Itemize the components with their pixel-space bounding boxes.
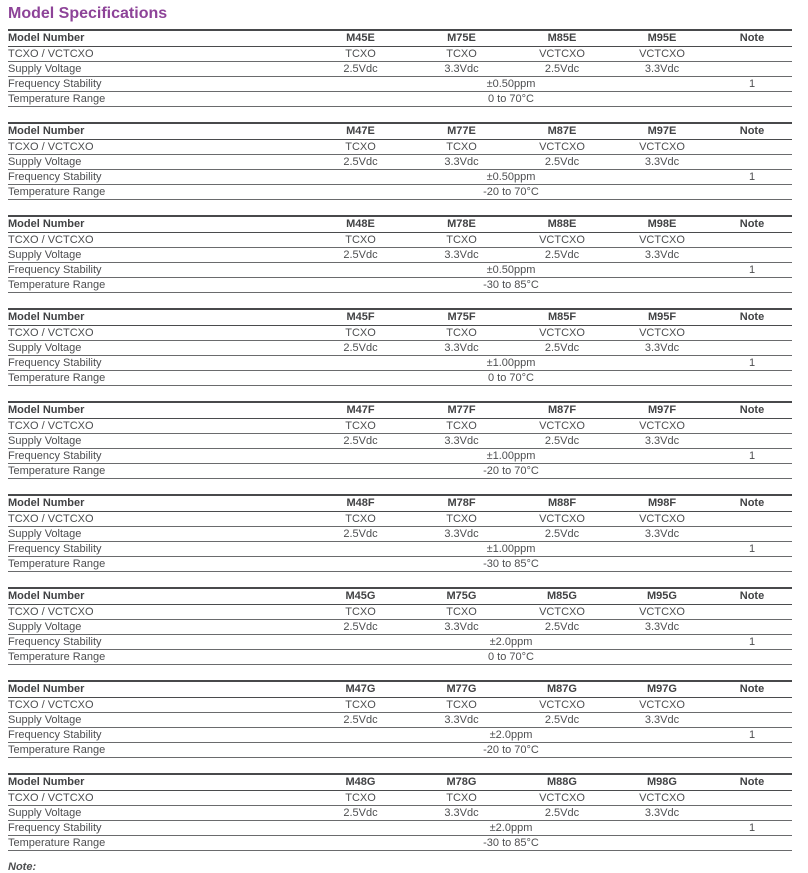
voltage-value: 3.3Vdc — [411, 248, 512, 263]
table-row — [8, 557, 792, 572]
note-cell-empty — [712, 434, 792, 449]
type-value: VCTCXO — [512, 512, 612, 527]
type-value: TCXO — [310, 47, 411, 62]
table-row — [8, 77, 792, 92]
page-title: Model Specifications — [8, 5, 168, 22]
note-cell-empty — [712, 464, 792, 479]
table-row — [8, 620, 792, 635]
stability-note-value: 1 — [712, 356, 792, 371]
table-row — [8, 774, 792, 791]
stability-value: ±2.0ppm — [310, 635, 712, 650]
supply-row-label: Supply Voltage — [8, 620, 310, 635]
stability-note-value: 1 — [712, 821, 792, 836]
model-name: M85G — [512, 588, 612, 605]
model-number-header: Model Number — [8, 774, 310, 791]
voltage-value: 2.5Vdc — [310, 620, 411, 635]
type-value: TCXO — [411, 140, 512, 155]
type-value: TCXO — [310, 326, 411, 341]
type-value: TCXO — [310, 605, 411, 620]
stability-value: ±1.00ppm — [310, 449, 712, 464]
type-value: VCTCXO — [612, 419, 712, 434]
voltage-value: 3.3Vdc — [612, 341, 712, 356]
table-row — [8, 650, 792, 665]
note-cell-empty — [712, 62, 792, 77]
type-value: TCXO — [411, 233, 512, 248]
table-row — [8, 278, 792, 293]
note-header: Note — [712, 123, 792, 140]
note-cell-empty — [712, 512, 792, 527]
table-row — [8, 527, 792, 542]
voltage-value: 2.5Vdc — [512, 248, 612, 263]
table-row — [8, 588, 792, 605]
voltage-value: 3.3Vdc — [612, 527, 712, 542]
model-name: M77F — [411, 402, 512, 419]
stability-row-label: Frequency Stability — [8, 542, 310, 557]
model-name: M47G — [310, 681, 411, 698]
model-name: M75E — [411, 30, 512, 47]
type-value: VCTCXO — [612, 605, 712, 620]
temperature-value: -30 to 85°C — [310, 836, 712, 851]
type-value: VCTCXO — [512, 419, 612, 434]
voltage-value: 3.3Vdc — [612, 806, 712, 821]
spec-tables-container — [8, 29, 800, 851]
voltage-value: 2.5Vdc — [512, 434, 612, 449]
model-name: M77G — [411, 681, 512, 698]
type-value: VCTCXO — [612, 512, 712, 527]
note-cell-empty — [712, 791, 792, 806]
voltage-value: 3.3Vdc — [411, 620, 512, 635]
note-cell-empty — [712, 806, 792, 821]
temperature-row-label: Temperature Range — [8, 185, 310, 200]
stability-row-label: Frequency Stability — [8, 77, 310, 92]
voltage-value: 3.3Vdc — [612, 62, 712, 77]
stability-note-value: 1 — [712, 635, 792, 650]
table-row — [8, 605, 792, 620]
type-value: VCTCXO — [512, 326, 612, 341]
model-name: M47E — [310, 123, 411, 140]
note-cell-empty — [712, 713, 792, 728]
voltage-value: 3.3Vdc — [612, 248, 712, 263]
supply-row-label: Supply Voltage — [8, 155, 310, 170]
type-value: TCXO — [411, 419, 512, 434]
table-row — [8, 419, 792, 434]
voltage-value: 2.5Vdc — [310, 527, 411, 542]
type-value: TCXO — [310, 233, 411, 248]
voltage-value: 2.5Vdc — [310, 62, 411, 77]
type-row-label: TCXO / VCTCXO — [8, 605, 310, 620]
type-value: VCTCXO — [612, 698, 712, 713]
type-value: TCXO — [411, 605, 512, 620]
table-row — [8, 434, 792, 449]
temperature-row-label: Temperature Range — [8, 464, 310, 479]
supply-row-label: Supply Voltage — [8, 806, 310, 821]
footer-note-label: Note: — [8, 861, 37, 873]
note-cell-empty — [712, 248, 792, 263]
model-number-header: Model Number — [8, 588, 310, 605]
model-name: M78G — [411, 774, 512, 791]
model-name: M98G — [612, 774, 712, 791]
note-cell-empty — [712, 605, 792, 620]
temperature-value: 0 to 70°C — [310, 92, 712, 107]
model-name: M48E — [310, 216, 411, 233]
model-name: M98F — [612, 495, 712, 512]
supply-row-label: Supply Voltage — [8, 248, 310, 263]
table-row — [8, 185, 792, 200]
type-value: TCXO — [310, 419, 411, 434]
table-row — [8, 743, 792, 758]
voltage-value: 3.3Vdc — [411, 62, 512, 77]
table-row — [8, 681, 792, 698]
model-name: M78F — [411, 495, 512, 512]
table-row — [8, 356, 792, 371]
table-row — [8, 728, 792, 743]
table-row — [8, 464, 792, 479]
voltage-value: 3.3Vdc — [411, 806, 512, 821]
stability-row-label: Frequency Stability — [8, 635, 310, 650]
stability-row-label: Frequency Stability — [8, 449, 310, 464]
type-value: VCTCXO — [612, 233, 712, 248]
voltage-value: 2.5Vdc — [310, 341, 411, 356]
note-cell-empty — [712, 326, 792, 341]
table-row — [8, 140, 792, 155]
table-row — [8, 635, 792, 650]
table-row — [8, 806, 792, 821]
model-name: M97G — [612, 681, 712, 698]
type-value: VCTCXO — [612, 326, 712, 341]
table-row — [8, 248, 792, 263]
voltage-value: 2.5Vdc — [310, 434, 411, 449]
voltage-value: 2.5Vdc — [310, 155, 411, 170]
table-row — [8, 233, 792, 248]
type-value: VCTCXO — [612, 791, 712, 806]
type-value: VCTCXO — [512, 791, 612, 806]
voltage-value: 2.5Vdc — [512, 341, 612, 356]
voltage-value: 2.5Vdc — [310, 248, 411, 263]
table-row — [8, 791, 792, 806]
note-cell-empty — [712, 92, 792, 107]
type-value: VCTCXO — [512, 605, 612, 620]
model-number-header: Model Number — [8, 123, 310, 140]
type-value: TCXO — [310, 698, 411, 713]
model-number-header: Model Number — [8, 495, 310, 512]
temperature-row-label: Temperature Range — [8, 371, 310, 386]
voltage-value: 3.3Vdc — [612, 434, 712, 449]
model-name: M47F — [310, 402, 411, 419]
stability-note-value: 1 — [712, 263, 792, 278]
note-cell-empty — [712, 185, 792, 200]
note-cell-empty — [712, 836, 792, 851]
voltage-value: 3.3Vdc — [411, 341, 512, 356]
voltage-value: 2.5Vdc — [512, 527, 612, 542]
model-name: M45F — [310, 309, 411, 326]
table-row — [8, 47, 792, 62]
voltage-value: 2.5Vdc — [512, 806, 612, 821]
table-row — [8, 542, 792, 557]
temperature-row-label: Temperature Range — [8, 650, 310, 665]
stability-row-label: Frequency Stability — [8, 263, 310, 278]
type-value: VCTCXO — [612, 47, 712, 62]
table-row — [8, 155, 792, 170]
supply-row-label: Supply Voltage — [8, 527, 310, 542]
model-number-header: Model Number — [8, 309, 310, 326]
type-row-label: TCXO / VCTCXO — [8, 419, 310, 434]
type-value: VCTCXO — [612, 140, 712, 155]
model-name: M87G — [512, 681, 612, 698]
table-row — [8, 713, 792, 728]
note-cell-empty — [712, 419, 792, 434]
supply-row-label: Supply Voltage — [8, 713, 310, 728]
stability-row-label: Frequency Stability — [8, 170, 310, 185]
model-number-header: Model Number — [8, 402, 310, 419]
temperature-value: 0 to 70°C — [310, 650, 712, 665]
type-value: TCXO — [411, 326, 512, 341]
temperature-value: -20 to 70°C — [310, 464, 712, 479]
temperature-value: 0 to 70°C — [310, 371, 712, 386]
type-row-label: TCXO / VCTCXO — [8, 791, 310, 806]
type-row-label: TCXO / VCTCXO — [8, 140, 310, 155]
temperature-value: -30 to 85°C — [310, 557, 712, 572]
type-value: VCTCXO — [512, 233, 612, 248]
model-name: M78E — [411, 216, 512, 233]
type-row-label: TCXO / VCTCXO — [8, 326, 310, 341]
type-row-label: TCXO / VCTCXO — [8, 512, 310, 527]
type-value: TCXO — [411, 512, 512, 527]
note-header: Note — [712, 774, 792, 791]
type-row-label: TCXO / VCTCXO — [8, 233, 310, 248]
table-row — [8, 341, 792, 356]
note-header: Note — [712, 495, 792, 512]
voltage-value: 2.5Vdc — [310, 713, 411, 728]
table-row — [8, 821, 792, 836]
supply-row-label: Supply Voltage — [8, 341, 310, 356]
stability-value: ±2.0ppm — [310, 728, 712, 743]
model-name: M77E — [411, 123, 512, 140]
note-header: Note — [712, 402, 792, 419]
model-name: M48G — [310, 774, 411, 791]
note-cell-empty — [712, 650, 792, 665]
spec-table — [8, 587, 792, 665]
type-value: TCXO — [411, 698, 512, 713]
note-cell-empty — [712, 155, 792, 170]
note-cell-empty — [712, 371, 792, 386]
note-header: Note — [712, 216, 792, 233]
temperature-row-label: Temperature Range — [8, 278, 310, 293]
voltage-value: 3.3Vdc — [411, 713, 512, 728]
voltage-value: 3.3Vdc — [612, 155, 712, 170]
stability-row-label: Frequency Stability — [8, 728, 310, 743]
table-row — [8, 449, 792, 464]
model-name: M98E — [612, 216, 712, 233]
stability-row-label: Frequency Stability — [8, 356, 310, 371]
table-row — [8, 326, 792, 341]
stability-value: ±0.50ppm — [310, 77, 712, 92]
supply-row-label: Supply Voltage — [8, 62, 310, 77]
stability-value: ±0.50ppm — [310, 263, 712, 278]
note-cell-empty — [712, 233, 792, 248]
model-name: M75F — [411, 309, 512, 326]
stability-note-value: 1 — [712, 77, 792, 92]
type-row-label: TCXO / VCTCXO — [8, 47, 310, 62]
model-name: M97F — [612, 402, 712, 419]
type-value: VCTCXO — [512, 47, 612, 62]
temperature-row-label: Temperature Range — [8, 92, 310, 107]
note-cell-empty — [712, 341, 792, 356]
voltage-value: 3.3Vdc — [612, 620, 712, 635]
table-row — [8, 371, 792, 386]
spec-table — [8, 308, 792, 386]
supply-row-label: Supply Voltage — [8, 434, 310, 449]
temperature-value: -20 to 70°C — [310, 185, 712, 200]
temperature-value: -30 to 85°C — [310, 278, 712, 293]
model-name: M45G — [310, 588, 411, 605]
table-row — [8, 309, 792, 326]
spec-table — [8, 680, 792, 758]
type-row-label: TCXO / VCTCXO — [8, 698, 310, 713]
stability-note-value: 1 — [712, 542, 792, 557]
note-header: Note — [712, 30, 792, 47]
table-row — [8, 402, 792, 419]
table-row — [8, 698, 792, 713]
spec-table — [8, 215, 792, 293]
type-value: VCTCXO — [512, 140, 612, 155]
temperature-value: -20 to 70°C — [310, 743, 712, 758]
model-name: M87F — [512, 402, 612, 419]
note-header: Note — [712, 309, 792, 326]
stability-note-value: 1 — [712, 728, 792, 743]
table-row — [8, 512, 792, 527]
table-row — [8, 92, 792, 107]
table-row — [8, 263, 792, 278]
type-value: TCXO — [310, 140, 411, 155]
type-value: VCTCXO — [512, 698, 612, 713]
voltage-value: 2.5Vdc — [512, 62, 612, 77]
model-name: M88G — [512, 774, 612, 791]
table-row — [8, 836, 792, 851]
note-cell-empty — [712, 620, 792, 635]
type-value: TCXO — [411, 791, 512, 806]
voltage-value: 3.3Vdc — [411, 527, 512, 542]
note-header: Note — [712, 681, 792, 698]
voltage-value: 2.5Vdc — [310, 806, 411, 821]
model-name: M88E — [512, 216, 612, 233]
voltage-value: 2.5Vdc — [512, 620, 612, 635]
type-value: TCXO — [310, 791, 411, 806]
stability-note-value: 1 — [712, 170, 792, 185]
note-cell-empty — [712, 140, 792, 155]
model-name: M85E — [512, 30, 612, 47]
model-name: M97E — [612, 123, 712, 140]
model-number-header: Model Number — [8, 216, 310, 233]
note-cell-empty — [712, 743, 792, 758]
spec-table — [8, 494, 792, 572]
temperature-row-label: Temperature Range — [8, 743, 310, 758]
note-cell-empty — [712, 557, 792, 572]
table-row — [8, 170, 792, 185]
voltage-value: 3.3Vdc — [612, 713, 712, 728]
table-row — [8, 62, 792, 77]
voltage-value: 3.3Vdc — [411, 434, 512, 449]
model-name: M95F — [612, 309, 712, 326]
spec-table — [8, 401, 792, 479]
model-name: M45E — [310, 30, 411, 47]
stability-row-label: Frequency Stability — [8, 821, 310, 836]
model-name: M48F — [310, 495, 411, 512]
table-row — [8, 216, 792, 233]
model-name: M87E — [512, 123, 612, 140]
note-cell-empty — [712, 47, 792, 62]
table-row — [8, 123, 792, 140]
spec-table — [8, 29, 792, 107]
model-name: M95E — [612, 30, 712, 47]
voltage-value: 2.5Vdc — [512, 155, 612, 170]
stability-value: ±2.0ppm — [310, 821, 712, 836]
stability-value: ±1.00ppm — [310, 542, 712, 557]
type-value: TCXO — [310, 512, 411, 527]
table-row — [8, 495, 792, 512]
voltage-value: 2.5Vdc — [512, 713, 612, 728]
model-name: M95G — [612, 588, 712, 605]
spec-table — [8, 122, 792, 200]
note-header: Note — [712, 588, 792, 605]
model-name: M75G — [411, 588, 512, 605]
temperature-row-label: Temperature Range — [8, 836, 310, 851]
temperature-row-label: Temperature Range — [8, 557, 310, 572]
model-number-header: Model Number — [8, 30, 310, 47]
model-name: M88F — [512, 495, 612, 512]
type-value: TCXO — [411, 47, 512, 62]
note-cell-empty — [712, 278, 792, 293]
spec-table — [8, 773, 792, 851]
stability-value: ±1.00ppm — [310, 356, 712, 371]
stability-note-value: 1 — [712, 449, 792, 464]
stability-value: ±0.50ppm — [310, 170, 712, 185]
model-name: M85F — [512, 309, 612, 326]
model-number-header: Model Number — [8, 681, 310, 698]
note-cell-empty — [712, 698, 792, 713]
note-cell-empty — [712, 527, 792, 542]
voltage-value: 3.3Vdc — [411, 155, 512, 170]
table-row — [8, 30, 792, 47]
